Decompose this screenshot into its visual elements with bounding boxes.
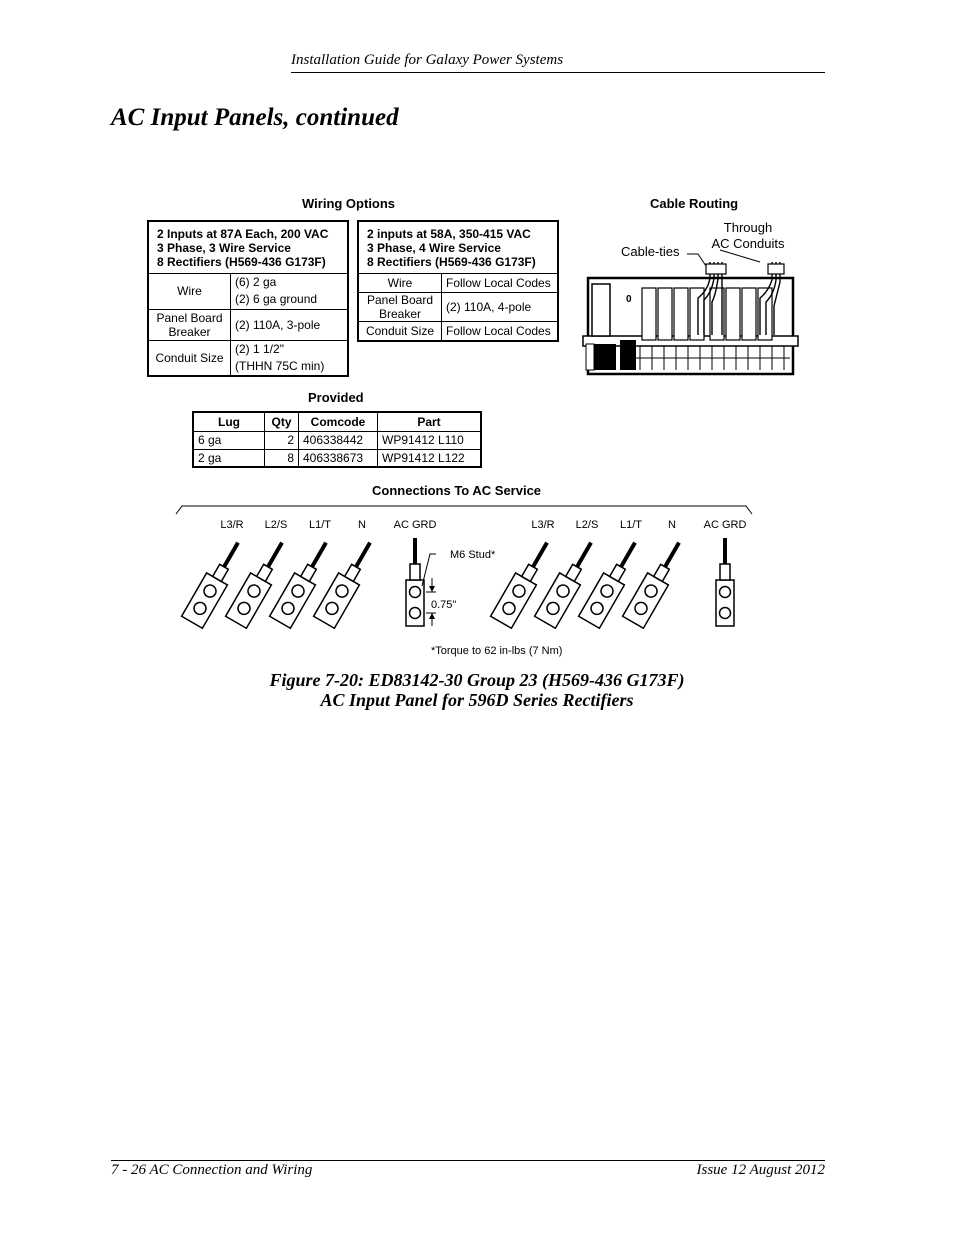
lug-label: L3/R	[220, 519, 244, 531]
provided-title: Provided	[308, 390, 364, 405]
lug-label: AC GRD	[393, 519, 437, 531]
footer-left: 7 - 26 AC Connection and Wiring	[111, 1162, 313, 1178]
table-row: Panel Board Breaker (2) 110A, 3-pole	[148, 309, 348, 340]
column-header: Comcode	[299, 412, 378, 431]
connections-title: Connections To AC Service	[372, 483, 542, 498]
panel-mark: 0	[626, 294, 632, 305]
provided-table	[192, 411, 482, 468]
footer-rule	[111, 1160, 825, 1161]
wiring-options-title: Wiring Options	[302, 196, 396, 211]
lug-label: L1/T	[619, 519, 643, 531]
spacing-label: 0.75"	[431, 599, 457, 611]
lug-label: L1/T	[308, 519, 332, 531]
lug-label: N	[358, 519, 366, 531]
section-title: AC Input Panels, continued	[111, 104, 399, 131]
header-rule	[291, 72, 825, 73]
lug-label: N	[668, 519, 676, 531]
lug-label: L2/S	[575, 519, 599, 531]
cable-routing-diagram	[580, 240, 805, 380]
wiring-option-1-table	[147, 220, 349, 377]
wiring-option-2-table	[357, 220, 559, 342]
table-row: Conduit Size (2) 1 1/2" (THHN 75C min)	[148, 340, 348, 376]
figure-caption: Figure 7-20: ED83142-30 Group 23 (H569-436 G173F) AC Input Panel for 596D Series Rectifiers	[269, 670, 685, 710]
table-row: Wire Follow Local Codes	[358, 273, 558, 292]
running-header: Installation Guide for Galaxy Power Systems	[291, 52, 564, 68]
stud-label: M6 Stud*	[450, 549, 496, 561]
table-row: Conduit Size Follow Local Codes	[358, 321, 558, 341]
lug-label: L2/S	[264, 519, 288, 531]
column-header: Part	[378, 412, 482, 431]
column-header: Lug	[193, 412, 265, 431]
lug-label: AC GRD	[703, 519, 747, 531]
option-1-header: 2 Inputs at 87A Each, 200 VAC 3 Phase, 3 Wire Service 8 Rectifiers (H569-436 G173F)	[148, 221, 348, 273]
column-header: Qty	[265, 412, 299, 431]
cable-routing-title: Cable Routing	[650, 196, 739, 211]
footer-right: Issue 12 August 2012	[696, 1162, 825, 1178]
torque-note: *Torque to 62 in-lbs (7 Nm)	[431, 645, 563, 657]
table-row: Panel Board Breaker (2) 110A, 4-pole	[358, 292, 558, 321]
through-conduits-label: Through AC Conduits	[711, 220, 785, 251]
option-2-header: 2 inputs at 58A, 350-415 VAC 3 Phase, 4 Wire Service 8 Rectifiers (H569-436 G173F)	[358, 221, 558, 273]
lug-label: L3/R	[531, 519, 555, 531]
table-row: 6 ga 2 406338442 WP91412 L110	[193, 431, 481, 449]
connections-diagram	[170, 498, 760, 668]
table-row: 2 ga 8 406338673 WP91412 L122	[193, 449, 481, 467]
cable-ties-label: Cable-ties	[621, 244, 680, 259]
table-row: Wire (6) 2 ga (2) 6 ga ground	[148, 273, 348, 309]
